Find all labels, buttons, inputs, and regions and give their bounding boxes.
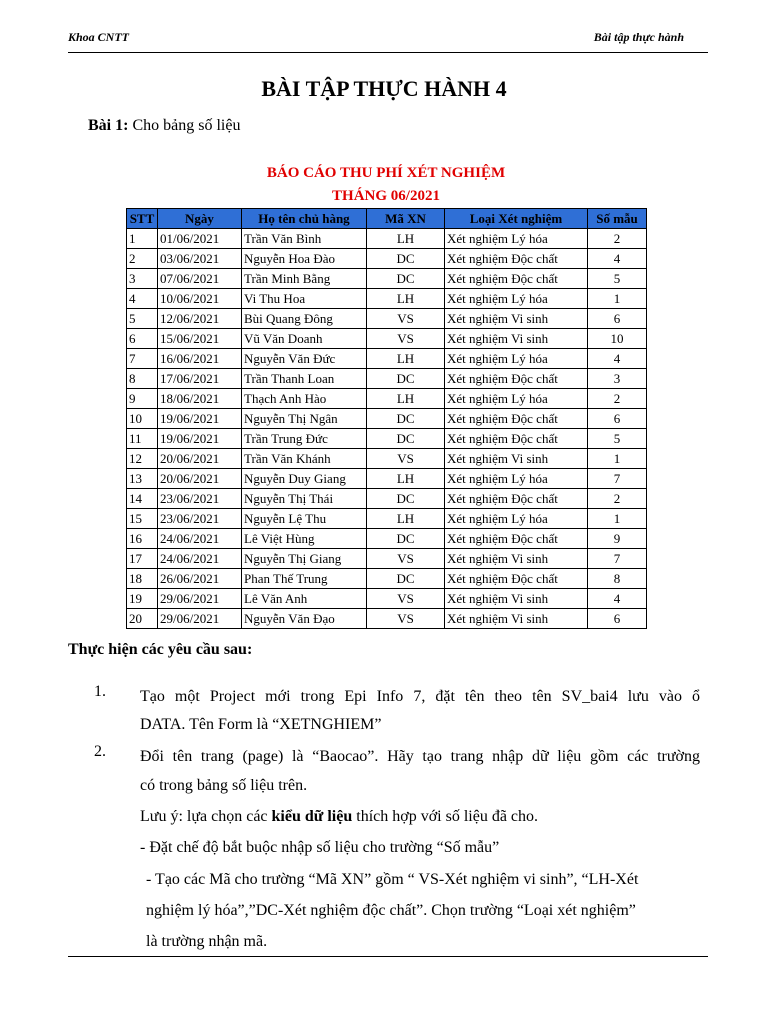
cell-samples: 7 bbox=[588, 549, 647, 569]
cell-stt: 10 bbox=[127, 409, 158, 429]
table-row bbox=[127, 529, 647, 549]
cell-name: Nguyễn Văn Đạo bbox=[242, 609, 367, 629]
table-row bbox=[127, 449, 647, 469]
cell-samples: 4 bbox=[588, 589, 647, 609]
cell-samples: 1 bbox=[588, 509, 647, 529]
exercise-1-intro bbox=[88, 117, 240, 135]
item-1-line-2: DATA. Tên Form là “XETNGHIEM” bbox=[140, 716, 382, 733]
cell-name: Nguyễn Lệ Thu bbox=[242, 509, 367, 529]
cell-samples: 6 bbox=[588, 309, 647, 329]
cell-stt: 11 bbox=[127, 429, 158, 449]
cell-name: Nguyễn Thị Thái bbox=[242, 489, 367, 509]
item-1-line-1: Tạo một Project mới trong Epi Info 7, đặt tên theo tên SV_bai4 lưu vào ổ bbox=[140, 688, 700, 705]
cell-code: LH bbox=[367, 389, 445, 409]
cell-name: Trần Văn Bình bbox=[242, 229, 367, 249]
footer-divider bbox=[68, 956, 708, 957]
cell-date: 24/06/2021 bbox=[158, 529, 242, 549]
cell-type: Xét nghiệm Độc chất bbox=[445, 429, 588, 449]
cell-type: Xét nghiệm Lý hóa bbox=[445, 349, 588, 369]
cell-stt: 4 bbox=[127, 289, 158, 309]
col-header-code: Mã XN bbox=[367, 209, 445, 229]
note-suffix: thích hợp với số liệu đã cho. bbox=[352, 808, 539, 825]
cell-name: Nguyễn Văn Đức bbox=[242, 349, 367, 369]
table-row bbox=[127, 369, 647, 389]
page-header bbox=[68, 30, 708, 50]
cell-samples: 10 bbox=[588, 329, 647, 349]
table-row bbox=[127, 309, 647, 329]
cell-stt: 12 bbox=[127, 449, 158, 469]
cell-name: Vi Thu Hoa bbox=[242, 289, 367, 309]
item-1-number: 1. bbox=[94, 683, 106, 700]
cell-type: Xét nghiệm Lý hóa bbox=[445, 469, 588, 489]
table-row bbox=[127, 489, 647, 509]
table-row bbox=[127, 509, 647, 529]
cell-code: VS bbox=[367, 309, 445, 329]
header-right: Bài tập thực hành bbox=[593, 30, 684, 44]
col-header-date: Ngày bbox=[158, 209, 242, 229]
table-row bbox=[127, 349, 647, 369]
cell-name: Trần Văn Khánh bbox=[242, 449, 367, 469]
cell-type: Xét nghiệm Lý hóa bbox=[445, 389, 588, 409]
cell-samples: 6 bbox=[588, 409, 647, 429]
cell-stt: 17 bbox=[127, 549, 158, 569]
table-row bbox=[127, 569, 647, 589]
table-row bbox=[127, 249, 647, 269]
cell-name: Lê Việt Hùng bbox=[242, 529, 367, 549]
cell-date: 20/06/2021 bbox=[158, 469, 242, 489]
cell-stt: 1 bbox=[127, 229, 158, 249]
table-row bbox=[127, 269, 647, 289]
cell-name: Nguyễn Hoa Đào bbox=[242, 249, 367, 269]
cell-name: Nguyễn Duy Giang bbox=[242, 469, 367, 489]
cell-name: Nguyễn Thị Giang bbox=[242, 549, 367, 569]
cell-type: Xét nghiệm Vi sinh bbox=[445, 449, 588, 469]
cell-stt: 20 bbox=[127, 609, 158, 629]
cell-samples: 3 bbox=[588, 369, 647, 389]
cell-code: VS bbox=[367, 449, 445, 469]
cell-date: 15/06/2021 bbox=[158, 329, 242, 349]
cell-type: Xét nghiệm Độc chất bbox=[445, 529, 588, 549]
cell-date: 29/06/2021 bbox=[158, 589, 242, 609]
cell-type: Xét nghiệm Độc chất bbox=[445, 569, 588, 589]
col-header-name: Họ tên chủ hàng bbox=[242, 209, 367, 229]
cell-stt: 18 bbox=[127, 569, 158, 589]
cell-type: Xét nghiệm Vi sinh bbox=[445, 589, 588, 609]
table-row bbox=[127, 329, 647, 349]
cell-date: 23/06/2021 bbox=[158, 489, 242, 509]
cell-stt: 15 bbox=[127, 509, 158, 529]
cell-code: VS bbox=[367, 549, 445, 569]
page-title: BÀI TẬP THỰC HÀNH 4 bbox=[261, 76, 507, 101]
cell-code: DC bbox=[367, 409, 445, 429]
table-body bbox=[127, 229, 647, 629]
header-divider bbox=[68, 52, 708, 53]
exercise-1-label: Bài 1: bbox=[88, 117, 129, 134]
cell-code: LH bbox=[367, 469, 445, 489]
cell-name: Lê Văn Anh bbox=[242, 589, 367, 609]
cell-type: Xét nghiệm Độc chất bbox=[445, 269, 588, 289]
item-2-number: 2. bbox=[94, 743, 106, 760]
cell-stt: 9 bbox=[127, 389, 158, 409]
data-sheet bbox=[126, 160, 646, 629]
cell-name: Trần Trung Đức bbox=[242, 429, 367, 449]
cell-date: 17/06/2021 bbox=[158, 369, 242, 389]
cell-stt: 16 bbox=[127, 529, 158, 549]
cell-name: Vũ Văn Doanh bbox=[242, 329, 367, 349]
col-header-stt: STT bbox=[127, 209, 158, 229]
cell-date: 26/06/2021 bbox=[158, 569, 242, 589]
table-row bbox=[127, 469, 647, 489]
bullet-2-line-2: nghiệm lý hóa”,”DC-Xét nghiệm độc chất”. Chọn trường “Loại xét nghiệm” bbox=[146, 902, 636, 919]
cell-date: 20/06/2021 bbox=[158, 449, 242, 469]
cell-stt: 8 bbox=[127, 369, 158, 389]
cell-stt: 14 bbox=[127, 489, 158, 509]
cell-code: LH bbox=[367, 289, 445, 309]
cell-name: Phan Thế Trung bbox=[242, 569, 367, 589]
cell-type: Xét nghiệm Độc chất bbox=[445, 489, 588, 509]
cell-name: Trần Thanh Loan bbox=[242, 369, 367, 389]
bullet-2-line-3: là trường nhận mã. bbox=[146, 933, 268, 950]
cell-date: 16/06/2021 bbox=[158, 349, 242, 369]
cell-date: 23/06/2021 bbox=[158, 509, 242, 529]
report-month: THÁNG 06/2021 bbox=[332, 188, 440, 204]
cell-samples: 7 bbox=[588, 469, 647, 489]
cell-date: 12/06/2021 bbox=[158, 309, 242, 329]
cell-samples: 4 bbox=[588, 349, 647, 369]
cell-type: Xét nghiệm Độc chất bbox=[445, 409, 588, 429]
cell-stt: 3 bbox=[127, 269, 158, 289]
cell-samples: 2 bbox=[588, 229, 647, 249]
cell-type: Xét nghiệm Độc chất bbox=[445, 369, 588, 389]
cell-stt: 2 bbox=[127, 249, 158, 269]
cell-type: Xét nghiệm Lý hóa bbox=[445, 509, 588, 529]
cell-code: DC bbox=[367, 429, 445, 449]
cell-code: DC bbox=[367, 369, 445, 389]
cell-date: 01/06/2021 bbox=[158, 229, 242, 249]
note-line bbox=[140, 802, 538, 832]
table-header-row bbox=[127, 209, 647, 229]
cell-code: DC bbox=[367, 569, 445, 589]
table-row bbox=[127, 589, 647, 609]
cell-code: LH bbox=[367, 229, 445, 249]
cell-stt: 19 bbox=[127, 589, 158, 609]
cell-samples: 1 bbox=[588, 449, 647, 469]
cell-date: 29/06/2021 bbox=[158, 609, 242, 629]
cell-stt: 6 bbox=[127, 329, 158, 349]
cell-samples: 2 bbox=[588, 389, 647, 409]
cell-code: DC bbox=[367, 249, 445, 269]
cell-stt: 7 bbox=[127, 349, 158, 369]
cell-date: 03/06/2021 bbox=[158, 249, 242, 269]
cell-samples: 1 bbox=[588, 289, 647, 309]
cell-name: Thạch Anh Hào bbox=[242, 389, 367, 409]
table-row bbox=[127, 409, 647, 429]
cell-type: Xét nghiệm Lý hóa bbox=[445, 289, 588, 309]
cell-samples: 4 bbox=[588, 249, 647, 269]
cell-samples: 5 bbox=[588, 429, 647, 449]
cell-samples: 2 bbox=[588, 489, 647, 509]
cell-code: LH bbox=[367, 509, 445, 529]
cell-samples: 6 bbox=[588, 609, 647, 629]
cell-code: VS bbox=[367, 329, 445, 349]
cell-stt: 13 bbox=[127, 469, 158, 489]
cell-name: Bùi Quang Đông bbox=[242, 309, 367, 329]
report-title: BÁO CÁO THU PHÍ XÉT NGHIỆM bbox=[266, 165, 506, 181]
table-row bbox=[127, 549, 647, 569]
cell-date: 07/06/2021 bbox=[158, 269, 242, 289]
cell-date: 24/06/2021 bbox=[158, 549, 242, 569]
cell-type: Xét nghiệm Vi sinh bbox=[445, 609, 588, 629]
note-bold: kiểu dữ liệu bbox=[271, 808, 353, 825]
cell-type: Xét nghiệm Vi sinh bbox=[445, 309, 588, 329]
table-row bbox=[127, 289, 647, 309]
cell-date: 19/06/2021 bbox=[158, 429, 242, 449]
cell-samples: 5 bbox=[588, 269, 647, 289]
cell-date: 18/06/2021 bbox=[158, 389, 242, 409]
cell-code: DC bbox=[367, 489, 445, 509]
table-row bbox=[127, 429, 647, 449]
cell-date: 19/06/2021 bbox=[158, 409, 242, 429]
cell-samples: 9 bbox=[588, 529, 647, 549]
cell-code: LH bbox=[367, 349, 445, 369]
cell-code: VS bbox=[367, 589, 445, 609]
table-row bbox=[127, 609, 647, 629]
item-2-line-2: có trong bảng số liệu trên. bbox=[140, 777, 308, 794]
item-2-line-1: Đổi tên trang (page) là “Baocao”. Hãy tạo trang nhập dữ liệu gồm các trường bbox=[140, 748, 700, 765]
header-left: Khoa CNTT bbox=[68, 30, 130, 44]
exercise-1-text: Cho bảng số liệu bbox=[128, 117, 241, 134]
data-table bbox=[126, 208, 647, 629]
note-prefix: Lưu ý: lựa chọn các bbox=[140, 808, 272, 825]
cell-name: Trần Minh Bằng bbox=[242, 269, 367, 289]
cell-type: Xét nghiệm Lý hóa bbox=[445, 229, 588, 249]
cell-code: VS bbox=[367, 609, 445, 629]
table-row bbox=[127, 389, 647, 409]
col-header-type: Loại Xét nghiệm bbox=[445, 209, 588, 229]
cell-type: Xét nghiệm Độc chất bbox=[445, 249, 588, 269]
cell-code: DC bbox=[367, 269, 445, 289]
cell-samples: 8 bbox=[588, 569, 647, 589]
col-header-samples: Số mẫu bbox=[588, 209, 647, 229]
cell-type: Xét nghiệm Vi sinh bbox=[445, 329, 588, 349]
cell-type: Xét nghiệm Vi sinh bbox=[445, 549, 588, 569]
table-row bbox=[127, 229, 647, 249]
cell-stt: 5 bbox=[127, 309, 158, 329]
cell-code: DC bbox=[367, 529, 445, 549]
bullet-1: - Đặt chế độ bắt buộc nhập số liệu cho trường “Số mẫu” bbox=[140, 839, 500, 856]
cell-name: Nguyễn Thị Ngân bbox=[242, 409, 367, 429]
requirements-heading: Thực hiện các yêu cầu sau: bbox=[68, 641, 253, 658]
bullet-2-line-1: - Tạo các Mã cho trường “Mã XN” gồm “ VS-Xét nghiệm vi sinh”, “LH-Xét bbox=[146, 871, 639, 888]
cell-date: 10/06/2021 bbox=[158, 289, 242, 309]
